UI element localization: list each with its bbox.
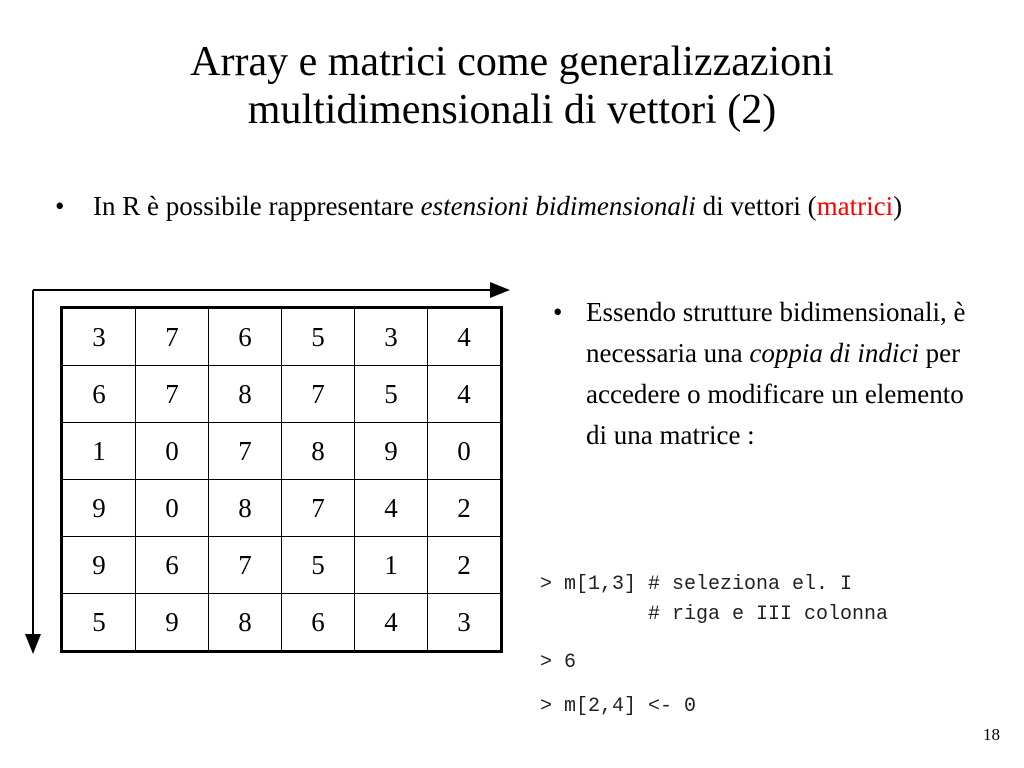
main-bullet-text-start: In R è possibile rappresentare: [93, 191, 421, 221]
matrix-row: [62, 594, 502, 652]
matrix-row: [62, 423, 502, 480]
example-matrix: [60, 306, 503, 653]
matrix-cell: 0: [428, 423, 502, 480]
matrix-cell: 9: [136, 594, 209, 652]
matrix-cell: 3: [62, 308, 136, 366]
matrix-cell: 6: [136, 537, 209, 594]
matrix-cell: 7: [209, 537, 282, 594]
matrix-cell: 7: [209, 423, 282, 480]
highlight-matrici: matrici: [816, 191, 894, 221]
main-bullet-text-end: ): [893, 191, 903, 221]
bullet-marker: •: [553, 297, 563, 327]
matrix-cell: 9: [355, 423, 428, 480]
index-bullet-text-end: per accedere o modificare un elemento di una matrice :: [586, 338, 964, 450]
code-select-element: > m[1,3] # seleziona el. I # riga e III colonna: [540, 573, 889, 626]
matrix-cell: 5: [355, 366, 428, 423]
bullet-marker: •: [55, 191, 65, 221]
emphasis-index-pair: coppia di indici: [749, 338, 919, 368]
matrix-cell: 4: [355, 480, 428, 537]
matrix-cell: 8: [282, 423, 355, 480]
title-line-2: multidimensionali di vettori (2): [247, 87, 777, 133]
matrix-cell: 5: [62, 594, 136, 652]
matrix-cell: 6: [209, 308, 282, 366]
matrix-cell: 8: [209, 594, 282, 652]
matrix-cell: 4: [428, 366, 502, 423]
matrix-cell: 1: [355, 537, 428, 594]
matrix-row: [62, 308, 502, 366]
matrix-cell: 7: [136, 366, 209, 423]
matrix-cell: 1: [62, 423, 136, 480]
title-line-1: Array e matrici come generalizzazioni: [190, 39, 834, 85]
matrix-cell: 7: [136, 308, 209, 366]
matrix-cell: 2: [428, 480, 502, 537]
matrix-cell: 5: [282, 308, 355, 366]
matrix-cell: 2: [428, 537, 502, 594]
matrix-row: [62, 537, 502, 594]
matrix-cell: 0: [136, 423, 209, 480]
matrix-row: [62, 366, 502, 423]
matrix-cell: 6: [282, 594, 355, 652]
index-bullet-text: [586, 292, 966, 456]
slide-title: [0, 38, 1024, 134]
code-output: > 6: [540, 651, 577, 674]
emphasis-bidimensional: estensioni bidimensionali: [420, 191, 696, 221]
page-number: 18: [983, 725, 1000, 744]
matrix-cell: 0: [136, 480, 209, 537]
matrix-cell: 3: [355, 308, 428, 366]
matrix-cell: 7: [282, 480, 355, 537]
matrix-cell: 9: [62, 480, 136, 537]
matrix-cell: 3: [428, 594, 502, 652]
matrix-cell: 8: [209, 366, 282, 423]
main-bullet-text-middle: di vettori (: [695, 191, 817, 221]
code-assign-element: > m[2,4] <- 0: [540, 695, 697, 718]
index-bullet-text-start: Essendo strutture bidimensionali, è necessaria una: [586, 297, 966, 368]
matrix-cell: 9: [62, 537, 136, 594]
matrix-cell: 6: [62, 366, 136, 423]
main-bullet-text: [93, 188, 933, 224]
matrix-cell: 4: [355, 594, 428, 652]
matrix-cell: 5: [282, 537, 355, 594]
matrix-cell: 4: [428, 308, 502, 366]
matrix-cell: 8: [209, 480, 282, 537]
matrix-row: [62, 480, 502, 537]
matrix-cell: 7: [282, 366, 355, 423]
